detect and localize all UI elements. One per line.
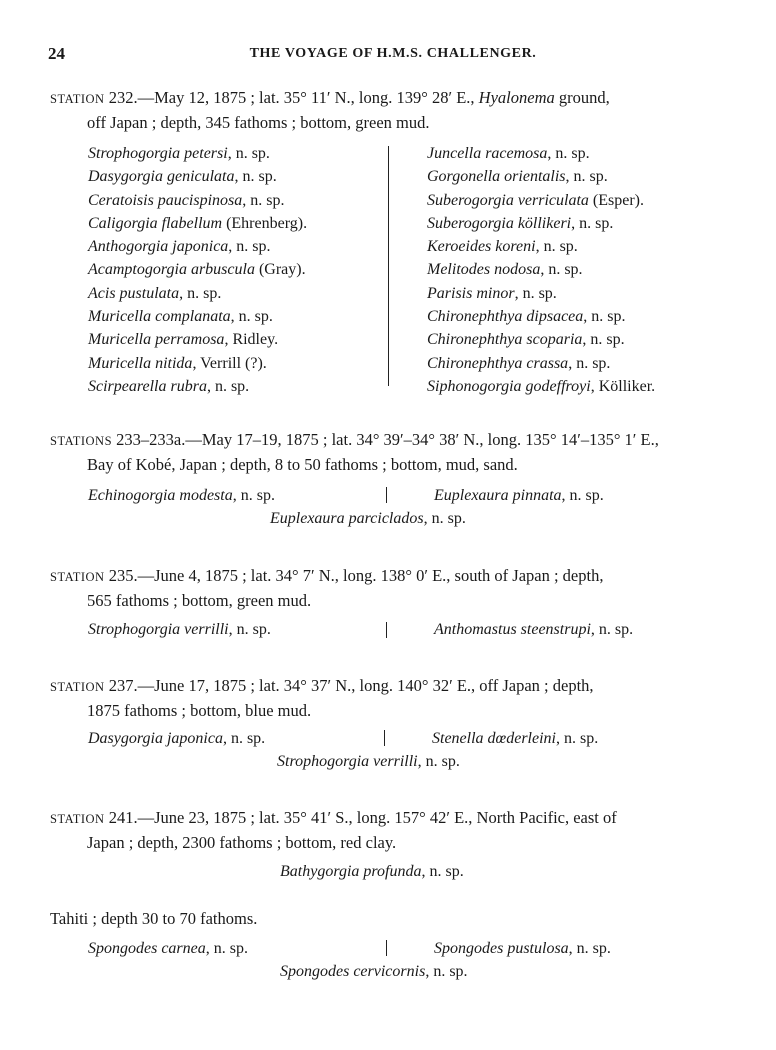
species-name: Parisis minor [427, 284, 515, 302]
species-note: , n. sp. [568, 940, 611, 957]
species-note: , n. sp. [417, 753, 460, 770]
station-241-line2: Japan ; depth, 2300 fathoms ; bottom, red clay. [87, 833, 397, 852]
species-name: Dasygorgia geniculata [88, 168, 235, 186]
station-241-heading [50, 806, 730, 854]
species-entry [427, 165, 655, 188]
species-note: , n. sp. [565, 168, 608, 186]
species-note: (Ehrenberg). [222, 214, 308, 232]
species-note: , n. sp. [590, 621, 634, 638]
station-label: STATION [50, 570, 105, 584]
species-name: Spongodes pustulosa [434, 940, 569, 957]
species-note: , n. sp. [179, 284, 222, 302]
species-entry [88, 328, 307, 351]
species-note: , n. sp. [547, 145, 590, 162]
station-label: STATIONS [50, 434, 113, 448]
species-note: , n. sp. [571, 214, 614, 232]
species-note: , n. sp. [230, 308, 273, 326]
station-237-heading [50, 674, 730, 722]
species-name: Melitodes nodosa [427, 261, 541, 279]
species-note: , n. sp. [535, 238, 578, 256]
species-entry [88, 305, 307, 328]
species-name: Muricella complanata [88, 308, 231, 326]
species-name: Spongodes carnea [88, 940, 206, 957]
column-divider [386, 622, 387, 638]
station-232-line1-end: ground, [558, 88, 610, 107]
species-note: , n. sp. [423, 510, 466, 527]
station-232-left-column [88, 142, 307, 398]
station-235-heading [50, 564, 730, 612]
species-name: Chironephthya dipsacea [427, 308, 584, 326]
page-number: 24 [48, 44, 65, 63]
station-233-line1: 233–233a.—May 17–19, 1875 ; lat. 34° 39′–34° 38′ N., long. 135° 14′–135° 1′ E., [116, 430, 659, 449]
species-entry [88, 352, 307, 375]
species-entry [88, 189, 307, 212]
species-entry [88, 484, 275, 507]
station-232-line2: off Japan ; depth, 345 fathoms ; bottom, green mud. [87, 113, 430, 132]
species-note: , n. sp. [227, 145, 270, 162]
species-note: , n. sp. [242, 191, 285, 209]
species-name: Muricella nitida [88, 354, 193, 372]
station-237-line2: 1875 fathoms ; bottom, blue mud. [87, 701, 312, 720]
species-name: Stenella dœderleini [432, 730, 556, 747]
species-name: Acamptogorgia arbuscula [88, 261, 255, 279]
station-232-right-column [427, 142, 655, 398]
species-entry [280, 860, 464, 883]
species-note: , n. sp. [228, 238, 271, 256]
species-entry [427, 258, 655, 281]
station-233-heading [50, 428, 730, 476]
station-label: STATION [50, 812, 105, 826]
species-note: , n. sp. [540, 261, 583, 279]
species-entry [427, 282, 655, 305]
species-note: , n. sp. [421, 863, 464, 880]
species-entry [427, 189, 655, 212]
species-name: Muricella perramosa [88, 331, 225, 349]
species-note: , n. sp. [232, 487, 275, 504]
genus-hyalonema: Hyalonema [478, 88, 555, 107]
species-note: , n. sp. [234, 168, 277, 186]
station-235-line1: 235.—June 4, 1875 ; lat. 34° 7′ N., long. 138° 0′ E., south of Japan ; depth, [108, 566, 604, 585]
column-divider [384, 730, 385, 746]
running-title: THE VOYAGE OF H.M.S. CHALLENGER. [249, 46, 537, 61]
species-name: Strophogorgia verrilli [277, 753, 418, 770]
species-note: , n. sp. [568, 354, 611, 372]
species-entry [88, 937, 248, 960]
species-name: Suberogorgia verriculata [427, 191, 589, 209]
species-entry [427, 305, 655, 328]
station-label: STATION [50, 92, 105, 106]
species-entry [427, 328, 655, 351]
species-name: Bathygorgia profunda [280, 863, 422, 880]
species-note: , Ridley. [224, 331, 279, 349]
species-name: Juncella racemosa [427, 145, 548, 162]
species-entry [434, 484, 604, 507]
species-entry [277, 750, 460, 773]
species-entry [434, 937, 611, 960]
species-name: Strophogorgia verrilli [88, 621, 229, 638]
species-name: Echinogorgia modesta [88, 487, 233, 504]
species-name: Strophogorgia petersi [88, 145, 228, 162]
tahiti-heading [50, 907, 730, 930]
species-name: Siphonogorgia godeffroyi [427, 377, 591, 395]
species-entry [434, 618, 633, 641]
species-note: , n. sp. [222, 730, 266, 747]
tahiti-line1: Tahiti ; depth 30 to 70 fathoms. [50, 909, 258, 928]
species-note: , Kölliker. [590, 377, 656, 395]
species-entry [427, 375, 655, 398]
species-entry [88, 375, 307, 398]
species-name: Chironephthya crassa [427, 354, 569, 372]
species-entry [427, 212, 655, 235]
page-header [48, 44, 738, 68]
species-entry [88, 618, 271, 641]
species-entry [88, 142, 307, 165]
species-note: , n. sp. [583, 308, 626, 326]
species-entry [432, 727, 598, 750]
species-entry [427, 142, 655, 165]
species-note: (Gray). [254, 261, 306, 279]
column-divider [386, 940, 387, 956]
species-name: Scirpearella rubra [88, 377, 207, 395]
species-name: Spongodes cervicornis [280, 963, 426, 980]
species-entry [88, 282, 307, 305]
station-232-heading [50, 86, 730, 134]
station-241-line1: 241.—June 23, 1875 ; lat. 35° 41′ S., long. 157° 42′ E., North Pacific, east of [108, 808, 617, 827]
species-entry [88, 165, 307, 188]
species-name: Euplexaura parciclados [270, 510, 424, 527]
species-note: (Esper). [588, 191, 644, 209]
column-divider [386, 487, 387, 503]
species-note: , n. sp. [228, 621, 271, 638]
species-name: Euplexaura pinnata [434, 487, 562, 504]
species-name: Ceratoisis paucispinosa [88, 191, 243, 209]
station-233-line2: Bay of Kobé, Japan ; depth, 8 to 50 fathoms ; bottom, mud, sand. [87, 455, 518, 474]
station-237-line1: 237.—June 17, 1875 ; lat. 34° 37′ N., long. 140° 32′ E., off Japan ; depth, [108, 676, 594, 695]
species-entry [88, 212, 307, 235]
species-entry [270, 507, 466, 530]
species-name: Anthomastus steenstrupi [434, 621, 591, 638]
species-note: , n. sp. [555, 730, 599, 747]
column-divider [388, 146, 389, 386]
species-note: , n. sp. [561, 487, 604, 504]
species-name: Suberogorgia köllikeri [427, 214, 572, 232]
species-note: , n. sp. [205, 940, 248, 957]
station-235-line2: 565 fathoms ; bottom, green mud. [87, 591, 312, 610]
species-entry [88, 235, 307, 258]
species-name: Dasygorgia japonica [88, 730, 223, 747]
species-note: , Verrill (?). [192, 354, 267, 372]
species-entry [427, 352, 655, 375]
species-name: Gorgonella orientalis [427, 168, 566, 186]
species-name: Chironephthya scoparia [427, 331, 583, 349]
species-note: , n. sp. [425, 963, 468, 980]
species-note: , n. sp. [206, 377, 250, 395]
species-note: , n. sp. [514, 284, 557, 302]
species-note: , n. sp. [582, 331, 625, 349]
species-name: Keroeides koreni [427, 238, 536, 256]
species-name: Acis pustulata [88, 284, 180, 302]
species-entry [88, 727, 265, 750]
species-name: Caligorgia flabellum [88, 214, 223, 232]
species-entry [280, 960, 468, 983]
species-entry [427, 235, 655, 258]
species-entry [88, 258, 307, 281]
species-name: Anthogorgia japonica [88, 238, 229, 256]
station-232-line1: 232.—May 12, 1875 ; lat. 35° 11′ N., long. 139° 28′ E., [108, 88, 475, 107]
station-label: STATION [50, 680, 105, 694]
